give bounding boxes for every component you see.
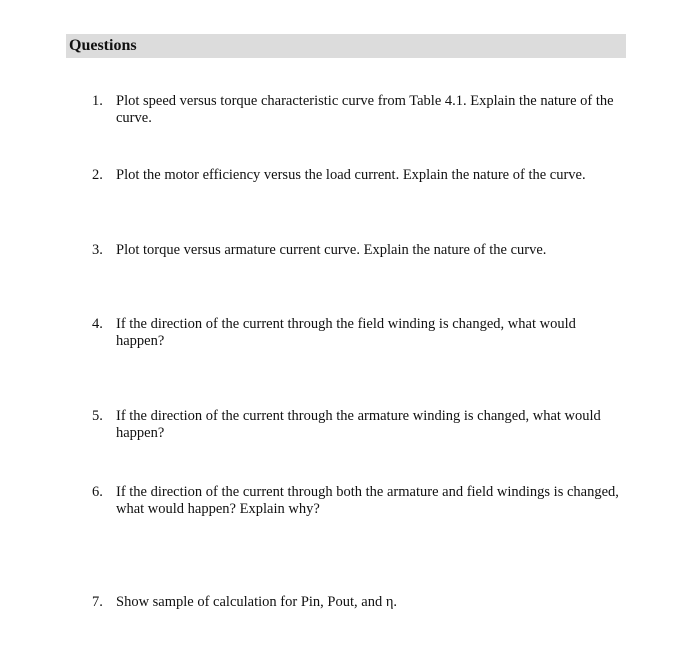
question-number: 1. [92, 93, 103, 109]
question-number: 4. [92, 316, 103, 332]
question-number: 7. [92, 594, 103, 610]
question-number: 6. [92, 484, 103, 500]
question-number: 2. [92, 167, 103, 183]
question-text: Plot the motor efficiency versus the load current. Explain the nature of the curve. [116, 167, 586, 183]
question-text: Show sample of calculation for Pin, Pout, and η. [116, 594, 398, 610]
question-text: If the direction of the current through both the armature and field windings is changed, what would happen? Explain why? [116, 484, 619, 517]
question-text: Plot speed versus torque characteristic curve from Table 4.1. Explain the nature of the curve. [116, 93, 614, 126]
question-text: Plot torque versus armature current curve. Explain the nature of the curve. [116, 242, 547, 258]
question-text: If the direction of the current through the armature winding is changed, what would happen? [116, 408, 601, 441]
question-number: 3. [92, 242, 103, 258]
section-title: Questions [69, 37, 137, 54]
question-text: If the direction of the current through the field winding is changed, what would happen? [116, 316, 576, 349]
question-number: 5. [92, 408, 103, 424]
section-header [66, 34, 626, 58]
